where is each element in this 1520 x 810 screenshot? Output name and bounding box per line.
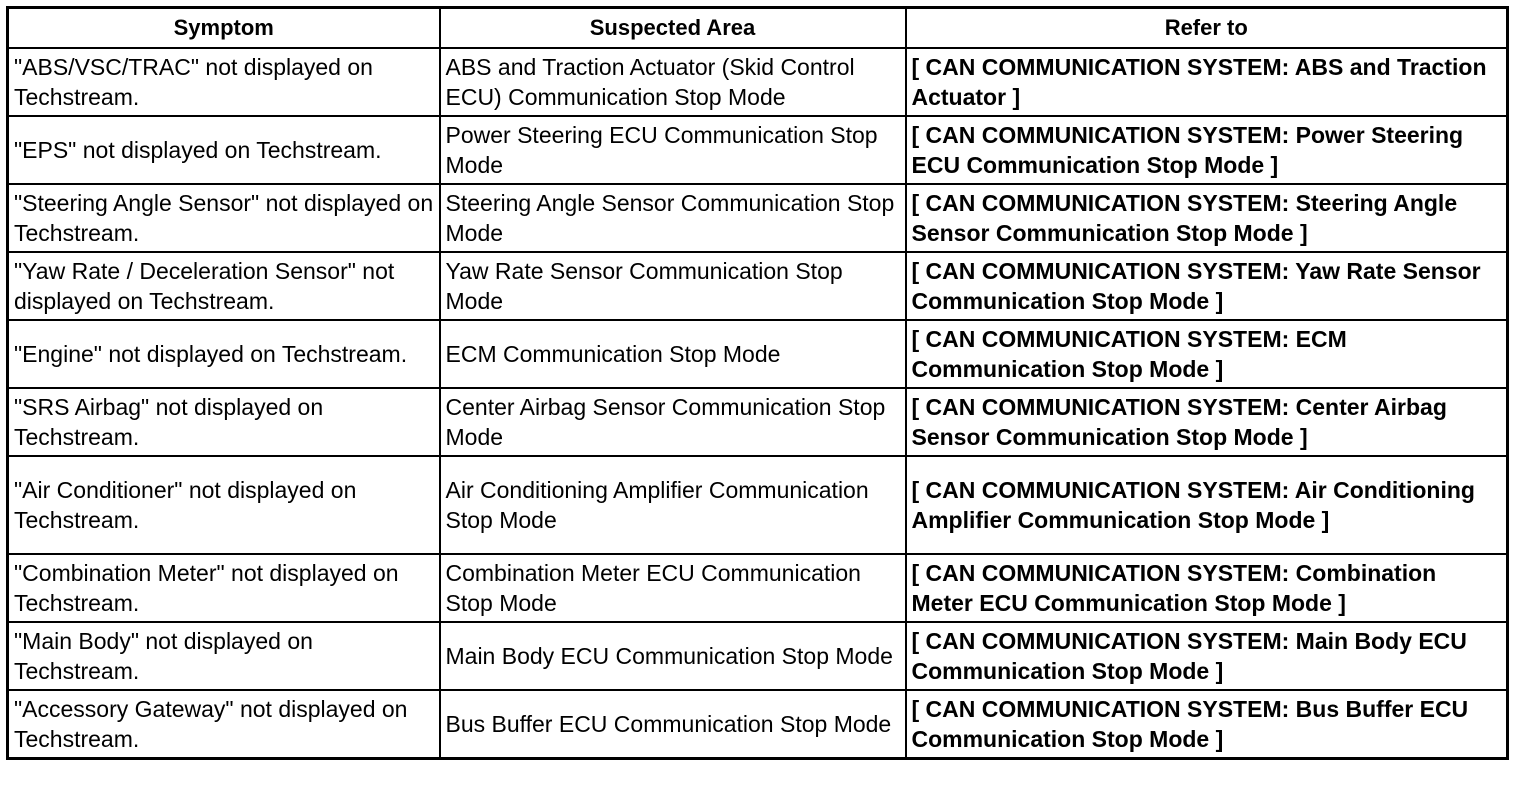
- table-row: [8, 388, 1508, 456]
- table-row: [8, 622, 1508, 690]
- suspected-area-cell: Combination Meter ECU Communication Stop Mode: [440, 554, 906, 622]
- refer-to-link[interactable]: [ CAN COMMUNICATION SYSTEM: Yaw Rate Sensor Communication Stop Mode ]: [906, 252, 1508, 320]
- symptom-cell: "EPS" not displayed on Techstream.: [8, 116, 440, 184]
- refer-to-link[interactable]: [ CAN COMMUNICATION SYSTEM: Steering Angle Sensor Communication Stop Mode ]: [906, 184, 1508, 252]
- symptom-cell: "Air Conditioner" not displayed on Techstream.: [8, 456, 440, 554]
- symptom-cell: "Main Body" not displayed on Techstream.: [8, 622, 440, 690]
- table-row: [8, 320, 1508, 388]
- table-row: [8, 184, 1508, 252]
- refer-to-link[interactable]: [ CAN COMMUNICATION SYSTEM: ECM Communication Stop Mode ]: [906, 320, 1508, 388]
- refer-to-link[interactable]: [ CAN COMMUNICATION SYSTEM: Power Steering ECU Communication Stop Mode ]: [906, 116, 1508, 184]
- symptom-table: [6, 6, 1509, 760]
- table-row: [8, 456, 1508, 554]
- suspected-area-cell: Air Conditioning Amplifier Communication Stop Mode: [440, 456, 906, 554]
- symptom-cell: "Steering Angle Sensor" not displayed on Techstream.: [8, 184, 440, 252]
- refer-to-link[interactable]: [ CAN COMMUNICATION SYSTEM: Bus Buffer ECU Communication Stop Mode ]: [906, 690, 1508, 759]
- symptom-cell: "Accessory Gateway" not displayed on Techstream.: [8, 690, 440, 759]
- suspected-area-cell: Bus Buffer ECU Communication Stop Mode: [440, 690, 906, 759]
- table-row: [8, 252, 1508, 320]
- refer-to-link[interactable]: [ CAN COMMUNICATION SYSTEM: Main Body ECU Communication Stop Mode ]: [906, 622, 1508, 690]
- table-row: [8, 690, 1508, 759]
- refer-to-link[interactable]: [ CAN COMMUNICATION SYSTEM: Combination Meter ECU Communication Stop Mode ]: [906, 554, 1508, 622]
- table-row: [8, 48, 1508, 116]
- header-refer-to: Refer to: [906, 8, 1508, 49]
- suspected-area-cell: ECM Communication Stop Mode: [440, 320, 906, 388]
- suspected-area-cell: Steering Angle Sensor Communication Stop Mode: [440, 184, 906, 252]
- symptom-cell: "ABS/VSC/TRAC" not displayed on Techstream.: [8, 48, 440, 116]
- refer-to-link[interactable]: [ CAN COMMUNICATION SYSTEM: ABS and Traction Actuator ]: [906, 48, 1508, 116]
- table-row: [8, 554, 1508, 622]
- symptom-cell: "Combination Meter" not displayed on Techstream.: [8, 554, 440, 622]
- symptom-cell: "Engine" not displayed on Techstream.: [8, 320, 440, 388]
- header-symptom: Symptom: [8, 8, 440, 49]
- suspected-area-cell: Power Steering ECU Communication Stop Mode: [440, 116, 906, 184]
- symptom-table-container: [6, 6, 1506, 760]
- header-suspected-area: Suspected Area: [440, 8, 906, 49]
- refer-to-link[interactable]: [ CAN COMMUNICATION SYSTEM: Air Conditioning Amplifier Communication Stop Mode ]: [906, 456, 1508, 554]
- suspected-area-cell: ABS and Traction Actuator (Skid Control ECU) Communication Stop Mode: [440, 48, 906, 116]
- table-header-row: [8, 8, 1508, 49]
- table-row: [8, 116, 1508, 184]
- suspected-area-cell: Yaw Rate Sensor Communication Stop Mode: [440, 252, 906, 320]
- refer-to-link[interactable]: [ CAN COMMUNICATION SYSTEM: Center Airbag Sensor Communication Stop Mode ]: [906, 388, 1508, 456]
- suspected-area-cell: Center Airbag Sensor Communication Stop Mode: [440, 388, 906, 456]
- suspected-area-cell: Main Body ECU Communication Stop Mode: [440, 622, 906, 690]
- symptom-cell: "Yaw Rate / Deceleration Sensor" not displayed on Techstream.: [8, 252, 440, 320]
- symptom-cell: "SRS Airbag" not displayed on Techstream.: [8, 388, 440, 456]
